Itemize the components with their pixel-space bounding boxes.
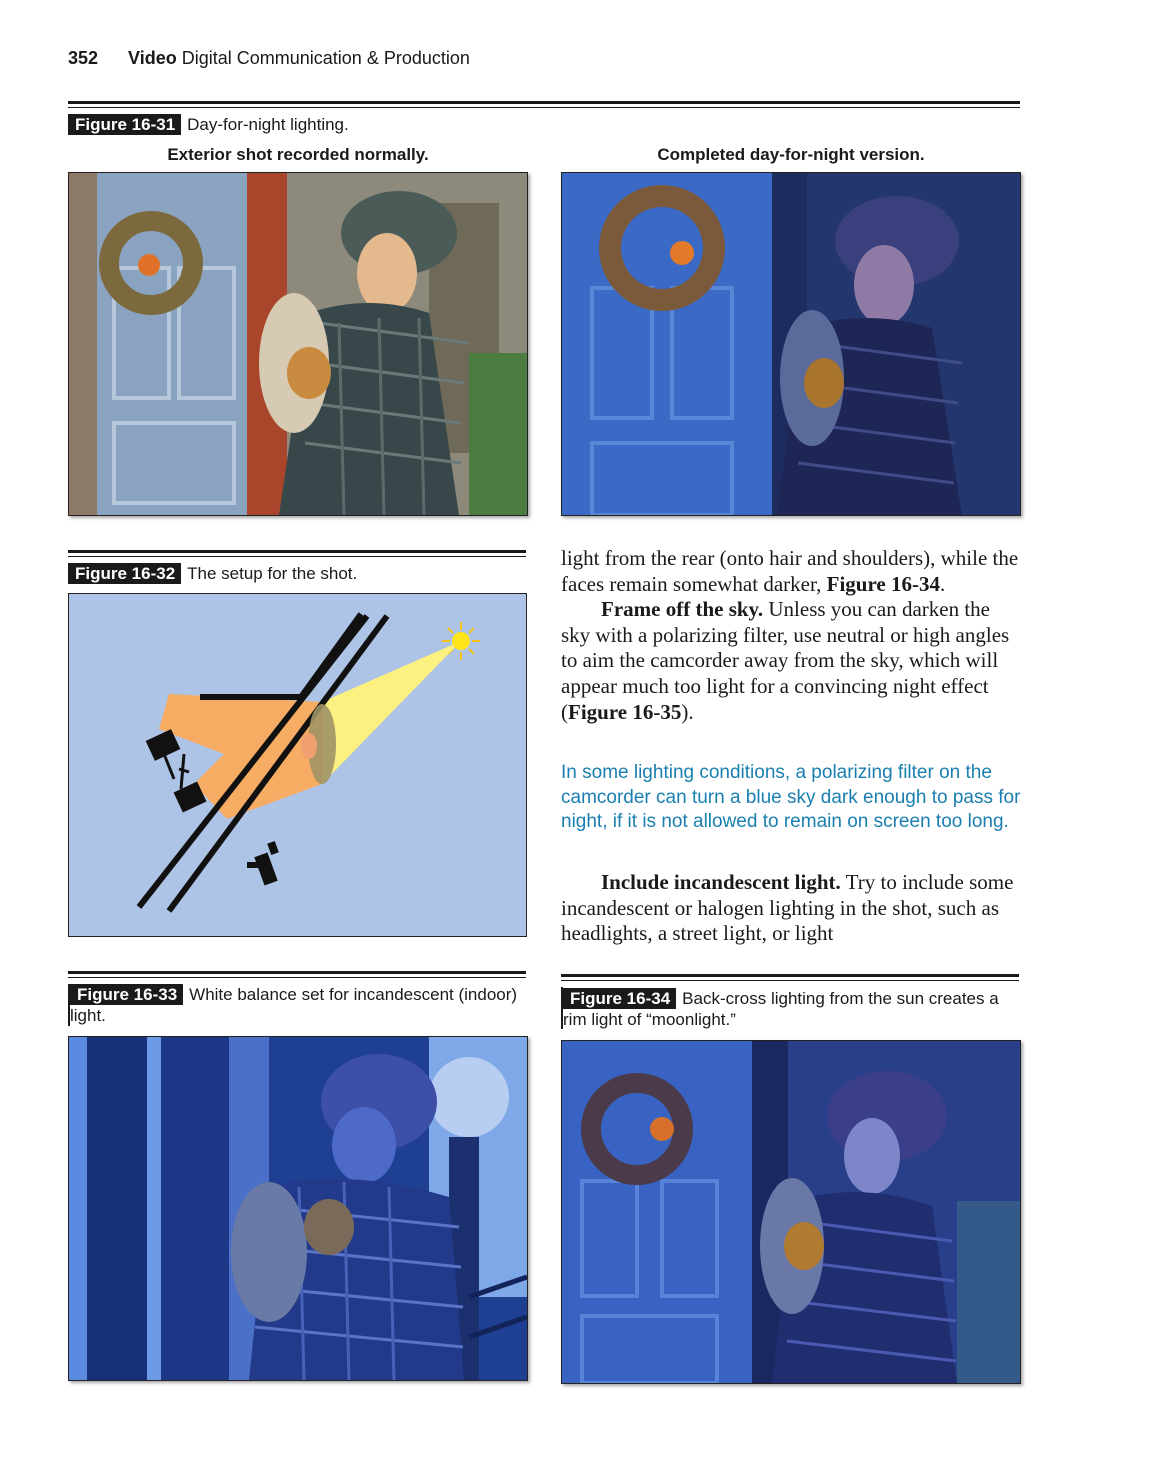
figure-16-33-caption	[70, 984, 520, 1026]
photo-exterior-normal	[68, 172, 528, 516]
figure-tag: Figure 16-33	[70, 984, 183, 1005]
figure-caption-text: White balance set for incandescent (indoor) light.	[70, 985, 518, 1025]
figure-rule	[68, 977, 526, 978]
subject-face	[301, 733, 317, 759]
setup-diagram	[68, 593, 527, 937]
figure-tag: Figure 16-31	[68, 114, 181, 135]
photo-incandescent-balance	[68, 1036, 528, 1381]
paragraph-1: light from the rear (onto hair and shoulders), while the faces remain somewhat darker, Figure 16-34.	[561, 546, 1019, 596]
figure-caption-text: Back-cross lighting from the sun creates a rim light of “moonlight.”	[563, 989, 999, 1029]
running-header	[68, 48, 470, 69]
figure-rule	[561, 980, 1019, 981]
photo-day-for-night	[561, 172, 1021, 516]
paragraph-lead: Frame off the sky.	[601, 597, 764, 622]
figure-tag: Figure 16-32	[68, 563, 181, 584]
paragraph-3: Include incandescent light. Try to include some incandescent or halogen lighting in the shot, such as headlights, a street light, or light	[561, 870, 1014, 946]
figure-16-31-caption	[68, 114, 349, 135]
figure-rule	[68, 107, 1020, 108]
book-title: Digital Communication & Production	[181, 48, 470, 68]
figure-reference: Figure 16-35	[568, 699, 682, 724]
page-number: 352	[68, 48, 99, 68]
photo-moonlight-rim	[561, 1040, 1021, 1384]
margin-note: In some lighting conditions, a polarizing filter on the camcorder can turn a blue sky dark enough to pass for night, if it is not allowed to remain on screen too long.	[561, 762, 1021, 832]
figure-tag: Figure 16-34	[563, 988, 676, 1009]
figure-caption-text: The setup for the shot.	[187, 564, 358, 583]
left-subcaption: Exterior shot recorded normally.	[167, 145, 429, 164]
figure-rule	[561, 974, 1019, 977]
figure-rule	[68, 550, 526, 553]
figure-caption-text: Day-for-night lighting.	[187, 115, 349, 134]
figure-16-32-caption	[68, 563, 357, 584]
book-section: Video	[128, 48, 177, 68]
right-subcaption: Completed day-for-night version.	[657, 145, 925, 164]
sun-disc	[452, 632, 470, 650]
figure-reference: Figure 16-34	[826, 571, 940, 596]
paragraph-2: Frame off the sky. Unless you can darken the sky with a polarizing filter, use neutral or high angles to aim the camcorder away from the sky, which will appear much too light for a convincing night effect (Figure 16-35).	[561, 597, 1010, 724]
figure-rule	[68, 971, 526, 974]
paragraph-lead: Include incandescent light.	[601, 870, 841, 894]
figure-rule	[68, 556, 526, 557]
body-text-column-continued	[561, 870, 1021, 947]
figure-rule	[68, 101, 1020, 104]
figure-16-34-caption	[563, 988, 1013, 1030]
body-text-column	[561, 546, 1021, 725]
